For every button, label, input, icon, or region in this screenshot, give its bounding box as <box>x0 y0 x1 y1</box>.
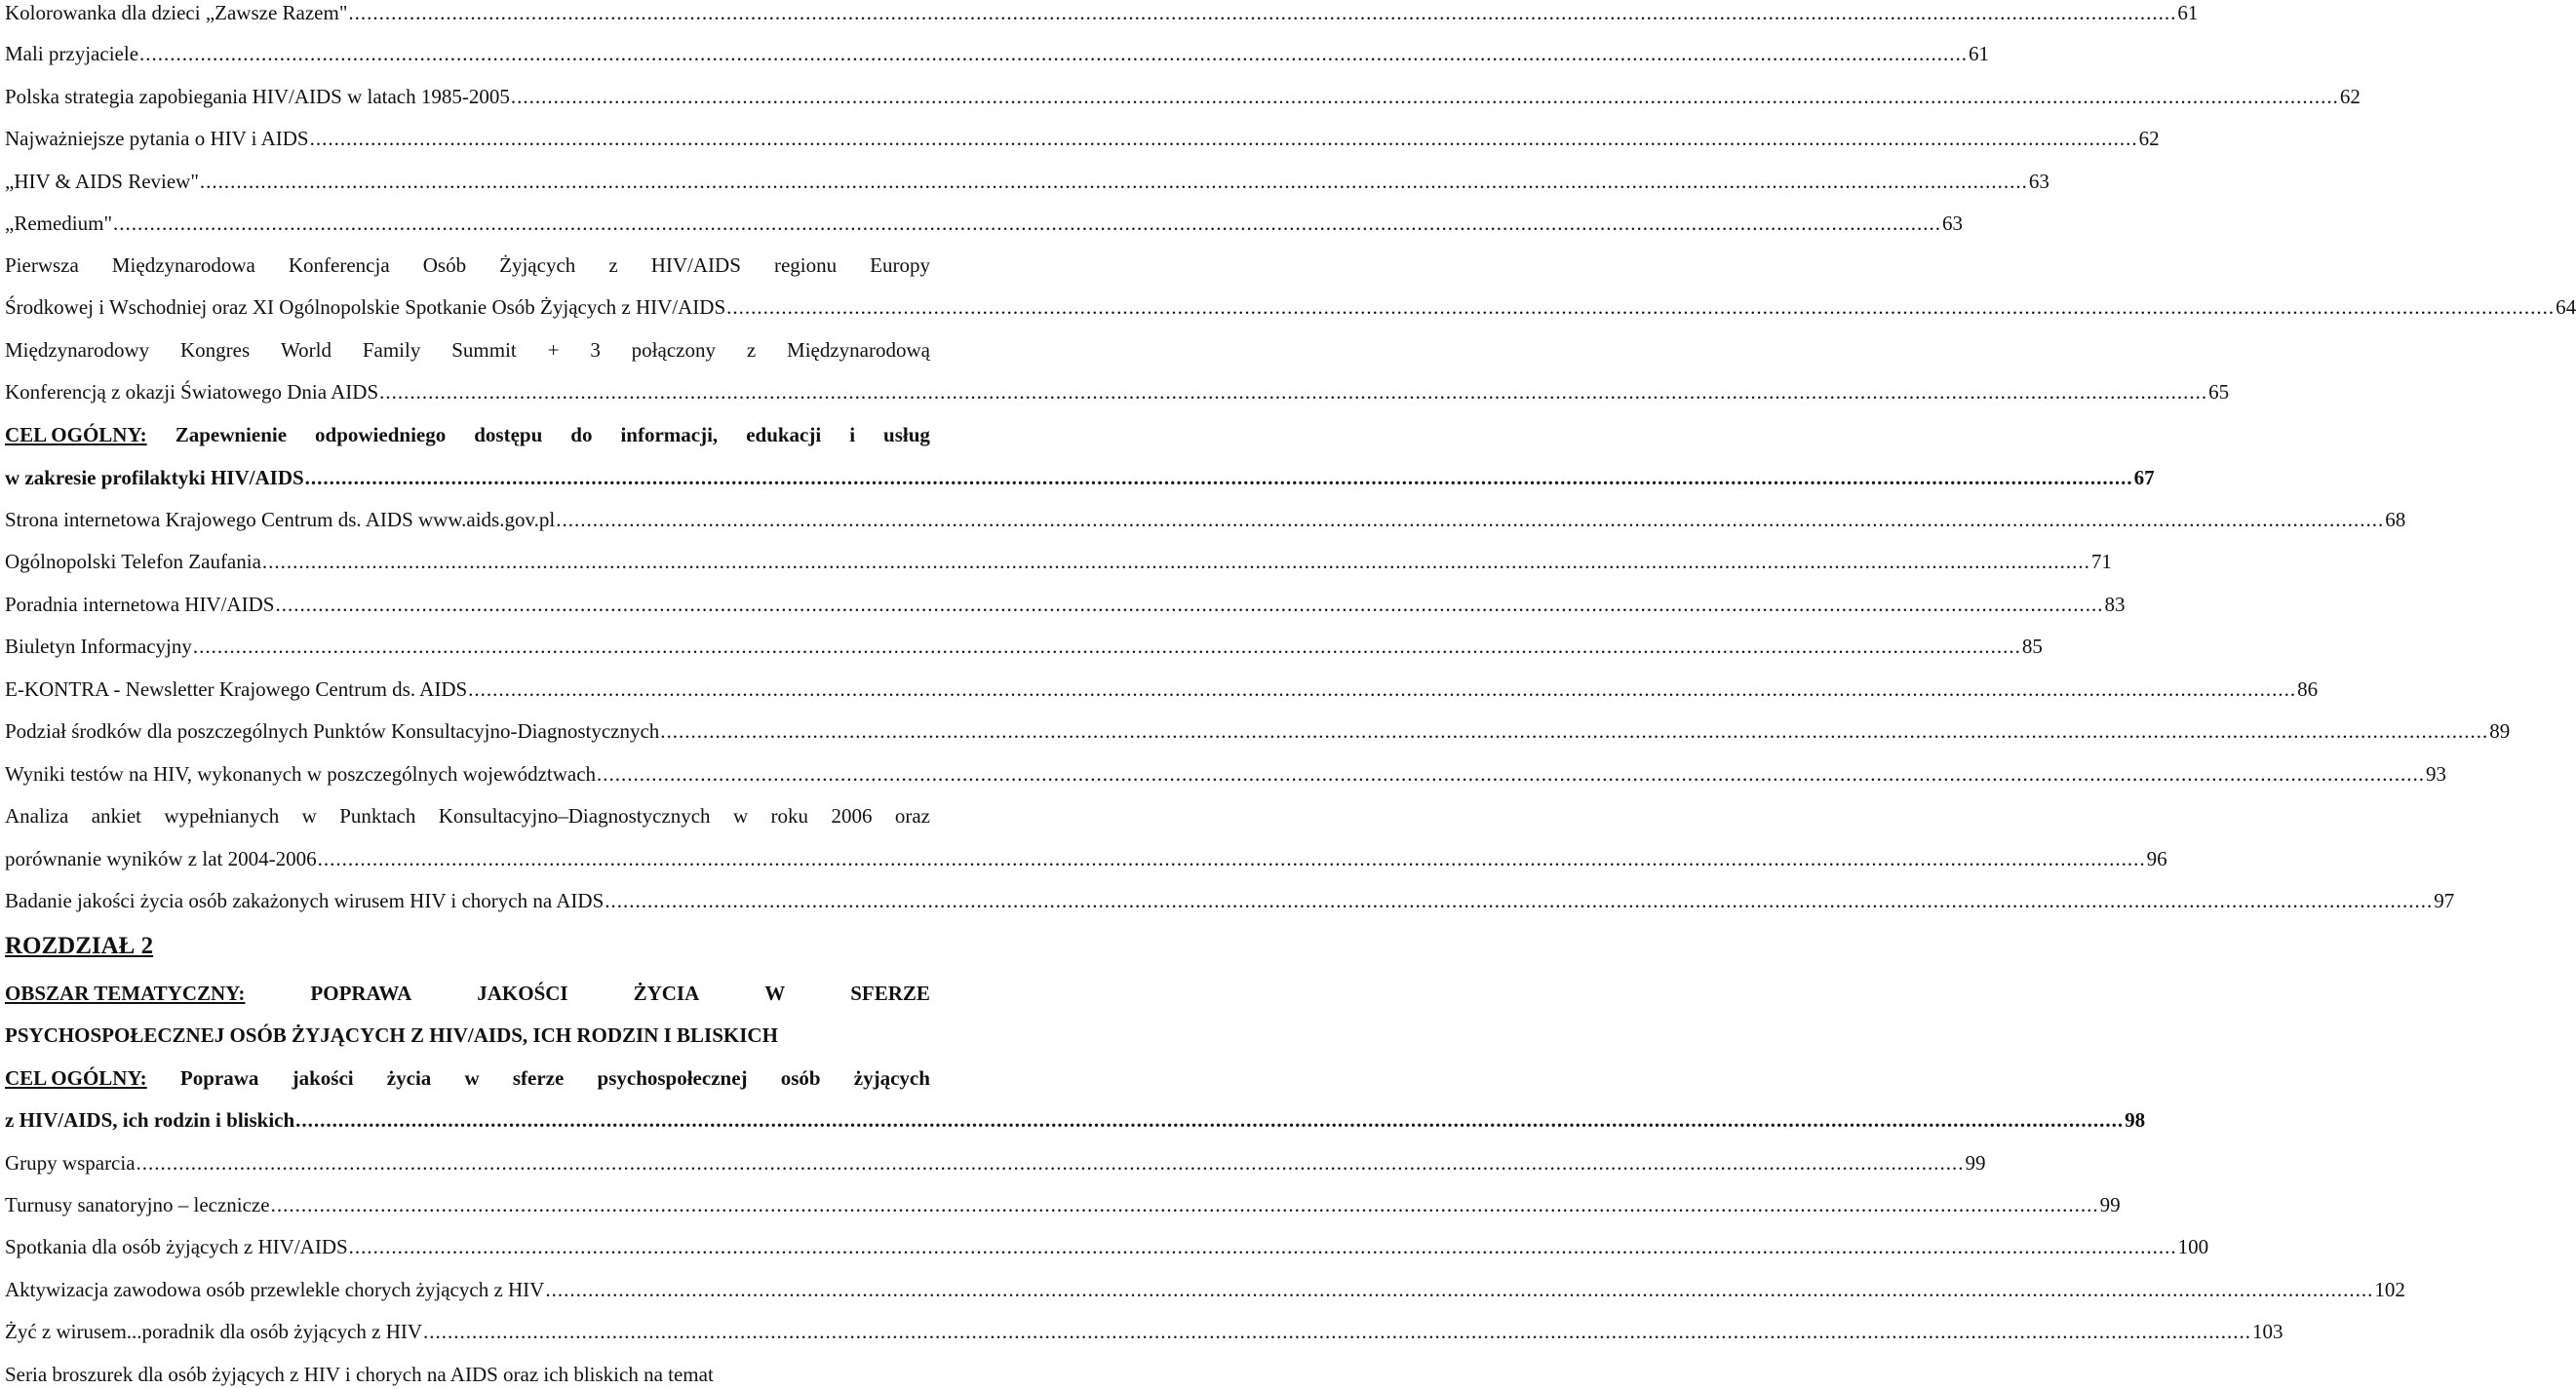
word: + <box>547 338 560 362</box>
cel-ogolny-label: CEL OGÓLNY: <box>5 1066 147 1090</box>
word: odpowiedniego <box>315 423 447 446</box>
cel-ogolny-1-line2 <box>5 463 2155 492</box>
toc-page-number: 93 <box>2426 762 2447 786</box>
toc-entry-title: Poradnia internetowa HIV/AIDS <box>5 593 275 616</box>
word: osób <box>780 1066 821 1090</box>
toc-entry-grupy-wsparcia <box>5 1148 1986 1177</box>
toc-entry-kolorowanka <box>5 0 2199 27</box>
word: Punktach <box>339 804 416 828</box>
obszar-text: PSYCHOSPOŁECZNEJ OSÓB ŻYJĄCYCH Z HIV/AIDS, ICH RODZIN I BLISKICH <box>5 1023 778 1047</box>
toc-entry-title: Badanie jakości życia osób zakażonych wirusem HIV i chorych na AIDS <box>5 889 605 912</box>
dot-leader: ............................................................................................................................................................................................................................................................................................................ <box>295 1108 2125 1132</box>
word: do <box>570 423 593 446</box>
toc-entry-title: Seria broszurek dla osób żyjących z HIV i chorych na AIDS oraz ich bliskich na temat <box>5 1363 714 1386</box>
toc-page-number: 86 <box>2297 677 2319 701</box>
toc-page-number: 67 <box>2133 466 2155 489</box>
word: Family <box>362 338 421 362</box>
toc-page-number: 103 <box>2252 1320 2283 1343</box>
toc-entry-polska-strategia <box>5 82 2361 111</box>
dot-leader: ............................................................................................................................................................................................................................................................................................................ <box>660 719 2489 743</box>
toc-entry-title: z HIV/AIDS, ich rodzin i bliskich <box>5 1108 295 1132</box>
word: Pierwsza <box>5 253 79 277</box>
cel-ogolny-label: CEL OGÓLNY: <box>5 423 147 446</box>
word: HIV/AIDS <box>650 253 741 277</box>
word: Konferencja <box>288 253 390 277</box>
toc-page-number: 68 <box>2385 508 2406 531</box>
toc-entry-title: Wyniki testów na HIV, wykonanych w poszczególnych województwach <box>5 762 597 786</box>
word: sferze <box>512 1066 565 1090</box>
word: W <box>764 982 786 1005</box>
cel-ogolny-2-line1 <box>5 1063 930 1093</box>
obszar-tematyczny-line1 <box>5 979 930 1008</box>
word: 3 <box>590 338 601 362</box>
toc-entry-hiv-aids-review <box>5 167 2049 196</box>
toc-entry-pierwsza-konferencja-line2 <box>5 292 2576 322</box>
word: dostępu <box>474 423 543 446</box>
toc-entry-title: Grupy wsparcia <box>5 1151 136 1175</box>
toc-entry-title: Biuletyn Informacyjny <box>5 635 192 658</box>
word: Zapewnienie <box>175 423 288 446</box>
word: roku <box>770 804 809 828</box>
toc-page-number: 102 <box>2374 1278 2405 1301</box>
word: psychospołecznej <box>597 1066 748 1090</box>
toc-entry-e-kontra <box>5 675 2319 704</box>
dot-leader: ............................................................................................................................................................................................................................................................................................................ <box>192 635 2021 658</box>
toc-entry-kongres-line1 <box>5 335 930 365</box>
word: z <box>746 338 757 362</box>
word: Kongres <box>180 338 251 362</box>
toc-entry-title: Mali przyjaciele <box>5 42 139 65</box>
toc-entry-title: Konferencją z okazji Światowego Dnia AIDS <box>5 380 379 404</box>
word: Analiza <box>5 804 69 828</box>
toc-page-number: 89 <box>2489 719 2511 743</box>
word: usług <box>883 423 930 446</box>
toc-page-number: 96 <box>2146 847 2167 870</box>
toc-page-number: 85 <box>2021 635 2043 658</box>
toc-entry-title: Środkowej i Wschodniej oraz XI Ogólnopolskie Spotkanie Osób Żyjących z HIV/AIDS <box>5 295 726 319</box>
toc-page-number: 61 <box>2177 1 2199 24</box>
toc-page-number: 99 <box>2099 1193 2121 1216</box>
word: w <box>464 1066 480 1090</box>
dot-leader: ............................................................................................................................................................................................................................................................................................................ <box>139 42 1969 65</box>
toc-page-number: 97 <box>2434 889 2455 912</box>
toc-entry-kongres-line2 <box>5 377 2230 406</box>
toc-entry-title: Kolorowanka dla dzieci „Zawsze Razem" <box>5 1 348 24</box>
toc-entry-title: Ogólnopolski Telefon Zaufania <box>5 550 261 573</box>
toc-entry-analiza-line1 <box>5 801 930 830</box>
word: Międzynarodową <box>787 338 930 362</box>
cel-ogolny-2-line2 <box>5 1105 2146 1135</box>
toc-page-number: 98 <box>2125 1108 2146 1132</box>
toc-entry-title: Najważniejsze pytania o HIV i AIDS <box>5 127 309 150</box>
dot-leader: ............................................................................................................................................................................................................................................................................................................ <box>545 1278 2374 1301</box>
toc-page-number: 61 <box>1969 42 1990 65</box>
dot-leader: ............................................................................................................................................................................................................................................................................................................ <box>468 677 2297 701</box>
toc-entry-seria-broszurek <box>5 1360 930 1389</box>
cel-ogolny-1-line1 <box>5 420 930 449</box>
toc-entry-strona-internetowa <box>5 505 2406 534</box>
dot-leader: ............................................................................................................................................................................................................................................................................................................ <box>423 1320 2252 1343</box>
toc-entry-title: Podział środków dla poszczególnych Punktów Konsultacyjno-Diagnostycznych <box>5 719 660 743</box>
toc-page-number: 83 <box>2104 593 2126 616</box>
dot-leader: ............................................................................................................................................................................................................................................................................................................ <box>309 127 2138 150</box>
dot-leader: ............................................................................................................................................................................................................................................................................................................ <box>199 170 2028 193</box>
dot-leader: ............................................................................................................................................................................................................................................................................................................ <box>556 508 2385 531</box>
word: Summit <box>451 338 517 362</box>
word: Międzynarodowy <box>5 338 150 362</box>
dot-leader: ............................................................................................................................................................................................................................................................................................................ <box>113 212 1942 235</box>
word: połączony <box>631 338 716 362</box>
obszar-label: OBSZAR TEMATYCZNY: <box>5 982 246 1005</box>
word: Międzynarodowa <box>111 253 255 277</box>
toc-entry-biuletyn <box>5 632 2043 661</box>
toc-entry-title: Aktywizacja zawodowa osób przewlekle chorych żyjących z HIV <box>5 1278 545 1301</box>
dot-leader: ............................................................................................................................................................................................................................................................................................................ <box>136 1151 1965 1175</box>
dot-leader: ............................................................................................................................................................................................................................................................................................................ <box>317 847 2146 870</box>
word: informacji, <box>620 423 719 446</box>
toc-entry-title: „HIV & AIDS Review" <box>5 170 199 193</box>
toc-entry-title: porównanie wyników z lat 2004-2006 <box>5 847 317 870</box>
word: jakości <box>292 1066 354 1090</box>
word: JAKOŚCI <box>477 982 568 1005</box>
toc-entry-aktywizacja <box>5 1275 2405 1304</box>
toc-entry-title: Turnusy sanatoryjno – lecznicze <box>5 1193 270 1216</box>
dot-leader: ............................................................................................................................................................................................................................................................................................................ <box>270 1193 2099 1216</box>
word: ŻYCIA <box>633 982 700 1005</box>
word: wypełnianych <box>164 804 280 828</box>
dot-leader: ............................................................................................................................................................................................................................................................................................................ <box>304 466 2133 489</box>
dot-leader: ............................................................................................................................................................................................................................................................................................................ <box>597 762 2426 786</box>
toc-entry-poradnia-internetowa <box>5 590 2126 619</box>
dot-leader: ............................................................................................................................................................................................................................................................................................................ <box>510 85 2339 108</box>
toc-entry-remedium <box>5 209 1964 238</box>
word: Europy <box>870 253 930 277</box>
toc-entry-badanie-jakosci <box>5 886 2455 915</box>
dot-leader: ............................................................................................................................................................................................................................................................................................................ <box>348 1235 2177 1258</box>
word: w <box>732 804 749 828</box>
word: z <box>608 253 618 277</box>
toc-entry-title: Spotkania dla osób żyjących z HIV/AIDS <box>5 1235 348 1258</box>
toc-page-number: 62 <box>2339 85 2361 108</box>
toc-page-number: 100 <box>2177 1235 2209 1258</box>
toc-entry-title: E-KONTRA - Newsletter Krajowego Centrum ds. AIDS <box>5 677 468 701</box>
toc-entry-najwazniejsze-pytania <box>5 124 2160 153</box>
word: World <box>281 338 332 362</box>
toc-entry-title: Polska strategia zapobiegania HIV/AIDS w latach 1985-2005 <box>5 85 510 108</box>
dot-leader: ............................................................................................................................................................................................................................................................................................................ <box>379 380 2208 404</box>
toc-entry-title: „Remedium" <box>5 212 113 235</box>
obszar-tematyczny-line2 <box>5 1021 930 1050</box>
toc-page-number: 65 <box>2208 380 2230 404</box>
dot-leader: ............................................................................................................................................................................................................................................................................................................ <box>726 295 2556 319</box>
word: oraz <box>894 804 930 828</box>
chapter-heading: ROZDZIAŁ 2 <box>5 933 154 959</box>
word: w <box>301 804 317 828</box>
toc-page-number: 62 <box>2138 127 2160 150</box>
word: POPRAWA <box>310 982 412 1005</box>
dot-leader: ............................................................................................................................................................................................................................................................................................................ <box>605 889 2434 912</box>
word: regionu <box>773 253 838 277</box>
toc-entry-title: Strona internetowa Krajowego Centrum ds. AIDS www.aids.gov.pl <box>5 508 556 531</box>
dot-leader: ............................................................................................................................................................................................................................................................................................................ <box>348 1 2177 24</box>
word: Poprawa <box>179 1066 259 1090</box>
word: i <box>849 423 856 446</box>
toc-entry-telefon-zaufania <box>5 547 2112 576</box>
word: Konsultacyjno–Diagnostycznych <box>438 804 711 828</box>
toc-entry-pierwsza-konferencja-line1 <box>5 251 930 280</box>
word: Żyjących <box>499 253 576 277</box>
toc-entry-turnusy <box>5 1190 2121 1219</box>
word: ankiet <box>91 804 142 828</box>
toc-entry-title: w zakresie profilaktyki HIV/AIDS <box>5 466 304 489</box>
toc-page-number: 63 <box>1942 212 1964 235</box>
toc-entry-zyc-z-wirusem <box>5 1317 2283 1346</box>
word: życia <box>386 1066 432 1090</box>
toc-entry-mali-przyjaciele <box>5 39 1990 68</box>
toc-page-number: 63 <box>2028 170 2049 193</box>
dot-leader: ............................................................................................................................................................................................................................................................................................................ <box>261 550 2090 573</box>
word: 2006 <box>831 804 873 828</box>
word: Osób <box>422 253 467 277</box>
toc-entry-wyniki-testow <box>5 759 2447 789</box>
word: żyjących <box>853 1066 930 1090</box>
toc-entry-spotkania <box>5 1232 2209 1261</box>
dot-leader: ............................................................................................................................................................................................................................................................................................................ <box>275 593 2104 616</box>
toc-page-number: 64 <box>2556 295 2576 319</box>
toc-entry-analiza-line2 <box>5 844 2167 873</box>
toc-page-number: 71 <box>2090 550 2112 573</box>
toc-page-number: 99 <box>1965 1151 1986 1175</box>
word: SFERZE <box>850 982 930 1005</box>
word: edukacji <box>746 423 822 446</box>
toc-entry-podzial-srodkow <box>5 716 2511 746</box>
toc-entry-title: Żyć z wirusem...poradnik dla osób żyjących z HIV <box>5 1320 423 1343</box>
